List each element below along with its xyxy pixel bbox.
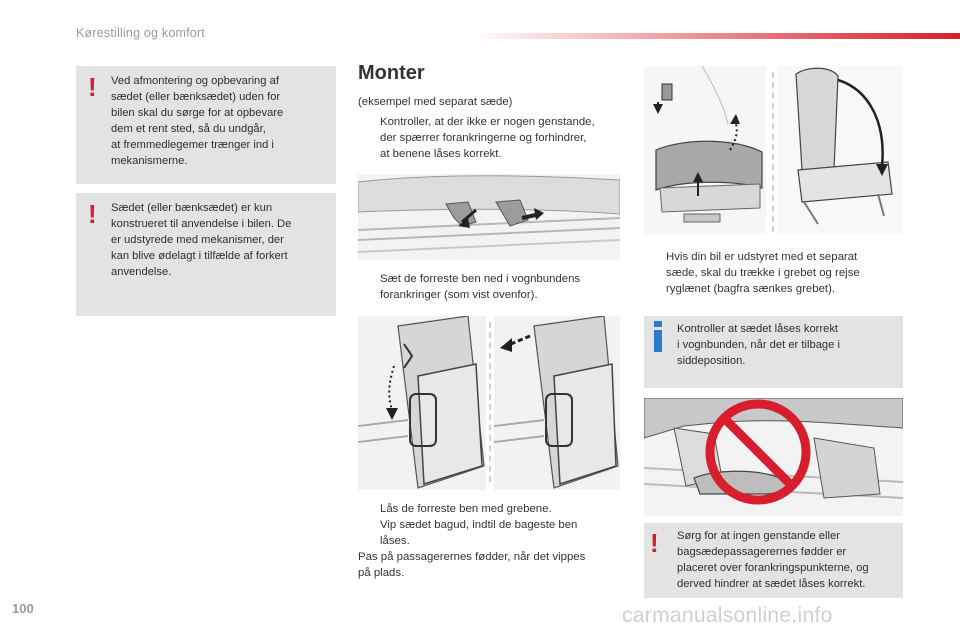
step-3 bbox=[358, 501, 628, 517]
illustration-seat-lever bbox=[644, 66, 766, 234]
illustration-front-legs-right-drawing bbox=[494, 316, 620, 490]
illustration-divider bbox=[772, 72, 774, 232]
step-4 bbox=[358, 517, 628, 549]
illustration-floor-anchors-drawing bbox=[358, 174, 620, 260]
illustration-floor-anchors bbox=[358, 174, 620, 260]
step-3-text: Lås de forreste ben med grebene. bbox=[380, 503, 552, 515]
step-1 bbox=[358, 114, 628, 162]
step-5 bbox=[644, 249, 904, 297]
step-2-text: Sæt de forreste ben ned i vognbundens forankringer (som vist ovenfor). bbox=[380, 273, 581, 301]
illustration-seat-lever-drawing bbox=[644, 66, 766, 234]
step-2 bbox=[358, 271, 628, 303]
exclamation-icon: ! bbox=[88, 72, 97, 102]
warning-text-usage: Sædet (eller bænksædet) er kun konstrueret til anvendelse i bilen. De er udstyrede med mekanismer, der kan blive ødelagt i tilfælde af forkert anvendelse. bbox=[111, 202, 292, 278]
illustration-seat-backrest-drawing bbox=[778, 66, 902, 234]
exclamation-icon: ! bbox=[88, 199, 97, 229]
illustration-feet-prohibited-drawing bbox=[644, 398, 903, 516]
illustration-seat-backrest bbox=[778, 66, 902, 234]
warning-box-storage bbox=[76, 66, 336, 184]
exclamation-icon: ! bbox=[650, 528, 659, 558]
warning-box-anchors bbox=[644, 523, 903, 598]
info-text: Kontroller at sædet låses korrekt i vognbunden, når det er tilbage i siddeposition. bbox=[677, 323, 840, 367]
feet-note: Pas på passagerernes fødder, når det vippes på plads. bbox=[358, 551, 586, 579]
header-accent-bar bbox=[470, 33, 960, 39]
warning-text-anchors: Sørg for at ingen genstande eller bagsædepassagerernes fødder er placeret over forankringspunkterne, og derved hindrer at sædet låses korrekt. bbox=[677, 530, 869, 590]
info-icon bbox=[654, 321, 662, 352]
illustration-front-legs-left-drawing bbox=[358, 316, 486, 490]
page-header-title: Kørestilling og komfort bbox=[76, 26, 205, 40]
warning-box-usage bbox=[76, 193, 336, 316]
step-4-text: Vip sædet bagud, indtil de bageste ben låses. bbox=[380, 519, 578, 547]
section-title: Monter bbox=[358, 62, 425, 84]
illustration-front-legs-right bbox=[494, 316, 620, 490]
page-number: 100 bbox=[12, 601, 34, 616]
warning-text-storage: Ved afmontering og opbevaring af sædet (eller bænksædet) uden for bilen skal du sørge for at opbevare dem et rent sted, så du undgår, at fremmedlegemer trænger ind i mekanismerne. bbox=[111, 75, 284, 167]
watermark: carmanualsonline.info bbox=[622, 604, 833, 627]
illustration-divider bbox=[489, 322, 491, 482]
step-1-text: Kontroller, at der ikke er nogen genstande, der spærrer forankringerne og forhindrer, at benene låses korrekt. bbox=[380, 116, 595, 160]
section-subtitle: (eksempel med separat sæde) bbox=[358, 96, 513, 108]
step-5-text: Hvis din bil er udstyret med et separat sæde, skal du trække i grebet og rejse ryglænet (bagfra sænkes grebet). bbox=[666, 251, 860, 295]
illustration-front-legs-left bbox=[358, 316, 486, 490]
info-box bbox=[644, 316, 903, 388]
illustration-feet-prohibited bbox=[644, 398, 903, 516]
